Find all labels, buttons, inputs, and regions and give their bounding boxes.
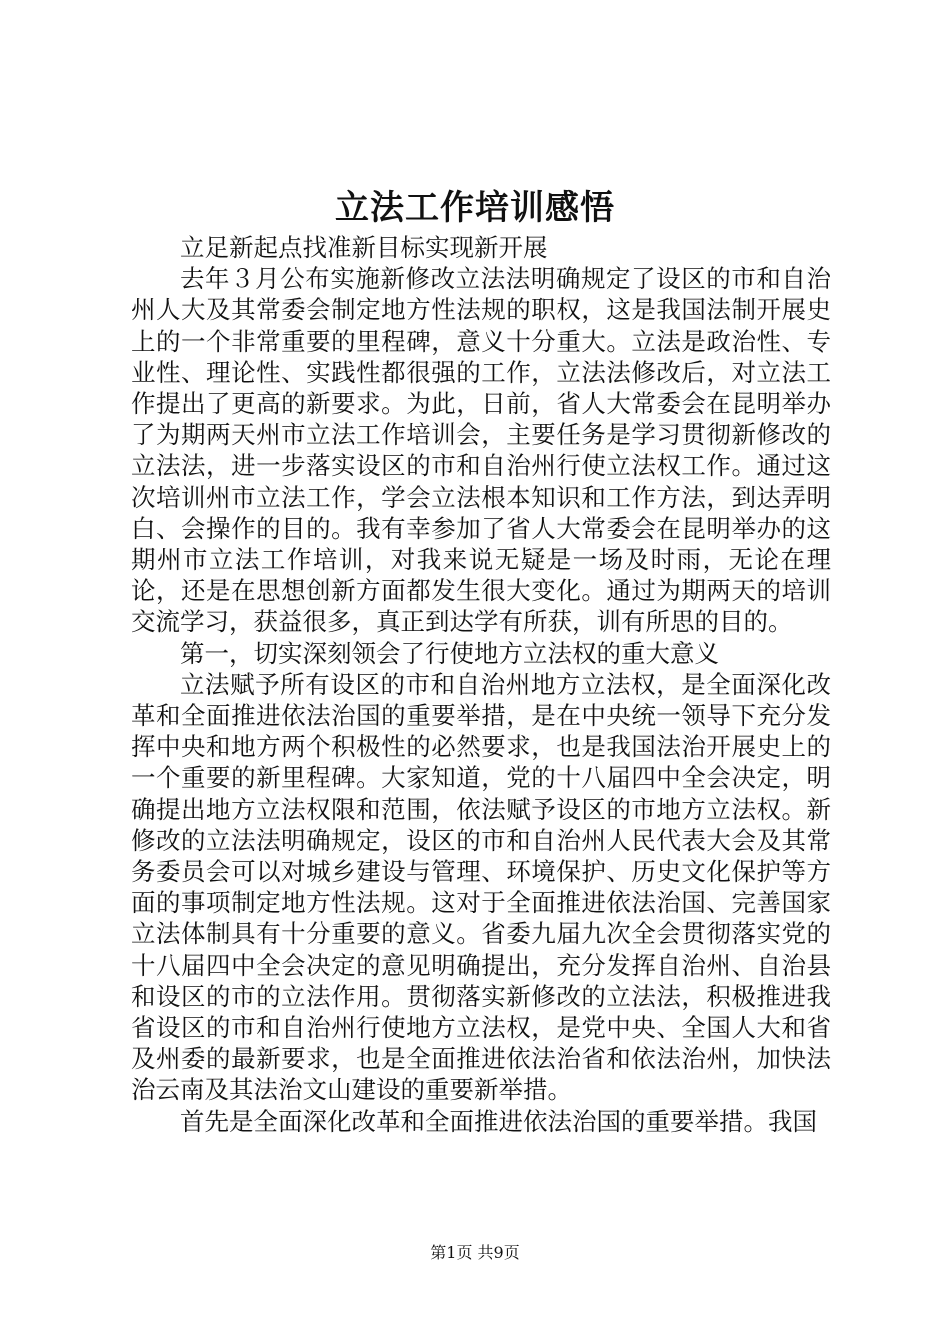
document-body <box>131 232 831 1137</box>
section-body-paragraph: 立法赋予所有设区的市和自治州地方立法权，是全面深化改革和全面推进依法治国的重要举措，是在中央统一领导下充分发挥中央和地方两个积极性的必然要求，也是我国法治开展史上的一个重要的新里程碑。大家知道，党的十八届四中全会决定，明确提出地方立法权限和范围，依法赋予设区的市地方立法权。新修改的立法法明确规定，设区的市和自治州人民代表大会及其常务委员会可以对城乡建设与管理、环境保护、历史文化保护等方面的事项制定地方性法规。这对于全面推进依法治国、完善国家立法体制具有十分重要的意义。省委九届九次全会贯彻落实党的十八届四中全会决定的意见明确提出，充分发挥自治州、自治县和设区的市的立法作用。贯彻落实新修改的立法法，积极推进我省设区的市和自治州行使地方立法权，是党中央、全国人大和省及州委的最新要求，也是全面推进依法治省和依法治州，加快法治云南及其法治文山建设的重要新举措。 <box>131 669 831 1105</box>
subtitle-paragraph: 立足新起点找准新目标实现新开展 <box>180 233 548 262</box>
section-heading-paragraph: 第一，切实深刻领会了行使地方立法权的重大意义 <box>180 638 719 668</box>
continued-paragraph: 首先是全面深化改革和全面推进依法治国的重要举措。我国 <box>180 1106 817 1136</box>
page-footer: 第1页 共9页 <box>430 1243 520 1262</box>
intro-paragraph: 去年３月公布实施新修改立法法明确规定了设区的市和自治州人大及其常委会制定地方性法规的职权，这是我国法制开展史上的一个非常重要的里程碑，意义十分重大。立法是政治性、专业性、理论性、实践性都很强的工作，立法法修改后，对立法工作提出了更高的新要求。为此，日前，省人大常委会在昆明举办了为期两天州市立法工作培训会，主要任务是学习贯彻新修改的立法法，进一步落实设区的市和自治州行使立法权工作。通过这次培训州市立法工作，学会立法根本知识和工作方法，到达弄明白、会操作的目的。我有幸参加了省人大常委会在昆明举办的这期州市立法工作培训，对我来说无疑是一场及时雨，无论在理论，还是在思想创新方面都发生很大变化。通过为期两天的培训交流学习，获益很多，真正到达学有所获，训有所思的目的。 <box>131 264 831 637</box>
document-title: 立法工作培训感悟 <box>335 188 615 228</box>
